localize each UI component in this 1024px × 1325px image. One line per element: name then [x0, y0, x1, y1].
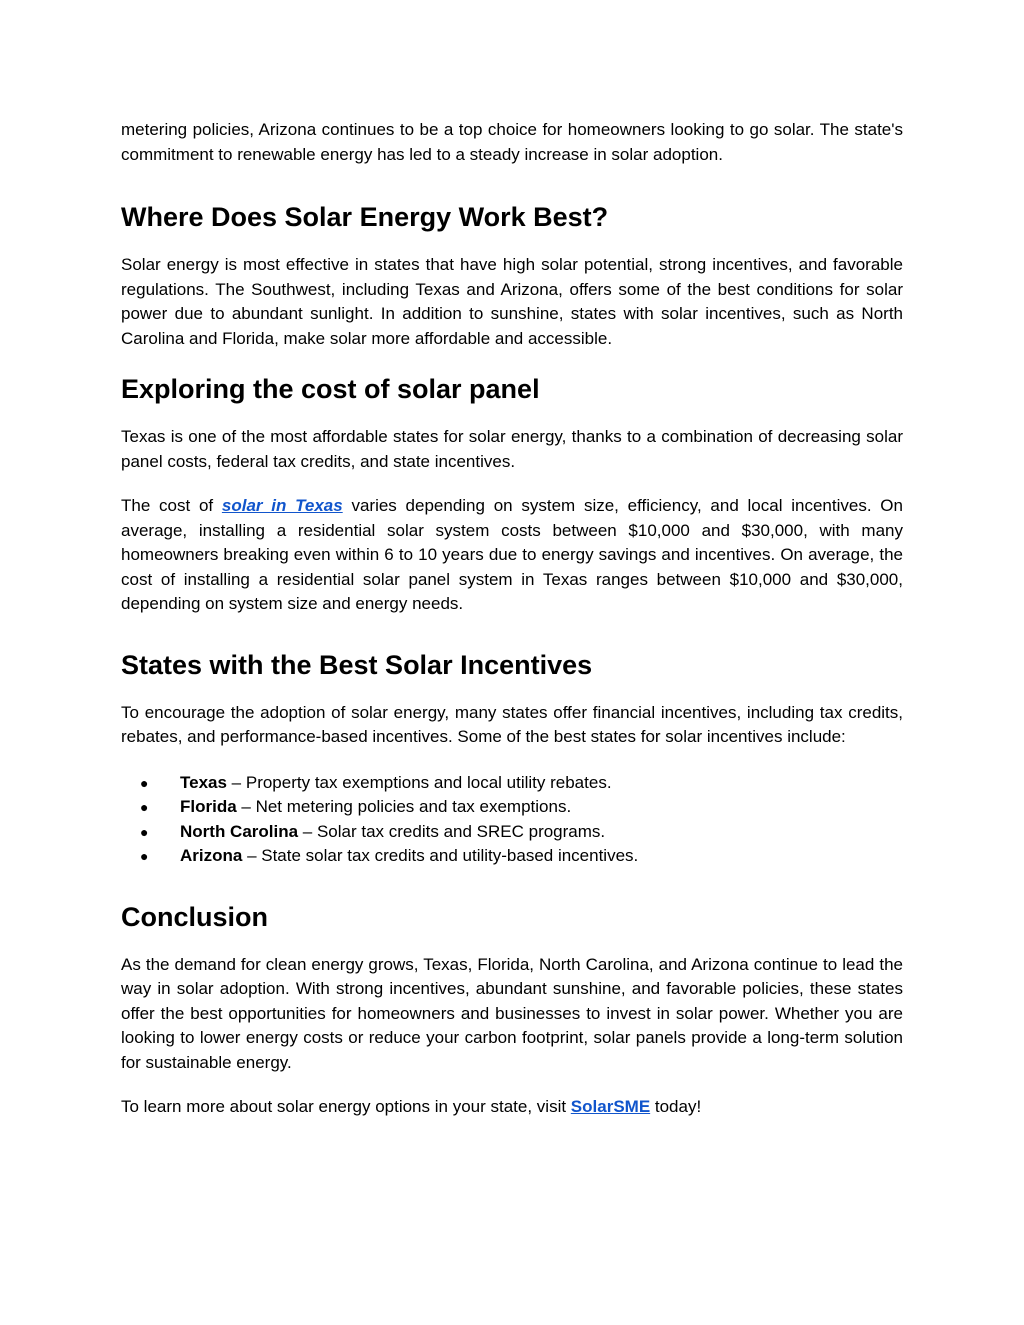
list-item-state: North Carolina: [180, 821, 299, 841]
bullet-icon: ●: [140, 774, 149, 791]
incentives-paragraph: To encourage the adoption of solar energy, many states offer financial incentives, including tax credits, rebates, and performance-based incentives. Some of the best states for solar incentives include:: [121, 702, 903, 746]
heading-cost-of-solar: Exploring the cost of solar panel: [121, 374, 540, 404]
cta-after: today!: [650, 1097, 702, 1116]
document-page: [121, 118, 903, 1120]
solar-in-texas-link[interactable]: solar in Texas: [221, 496, 343, 515]
bullet-icon: ●: [140, 799, 149, 815]
list-item-north-carolina: [121, 820, 903, 845]
cost-paragraph-1: Texas is one of the most affordable states for solar energy, thanks to a combination of decreasing solar panel costs, federal tax credits, and state incentives.: [121, 427, 903, 471]
list-item-florida: [121, 795, 903, 820]
incentives-list: [121, 771, 903, 869]
heading-where-solar-works-best: Where Does Solar Energy Work Best?: [121, 202, 609, 232]
where-paragraph: Solar energy is most effective in states that have high solar potential, strong incentives, and favorable regulations. The Southwest, including Texas and Arizona, offers some of the best conditions for solar power due to abundant sunlight. In addition to sunshine, states with solar incentives, such as North Carolina and Florida, make solar more affordable and accessible.: [121, 255, 903, 348]
list-item-detail: – State solar tax credits and utility-based incentives.: [242, 846, 639, 865]
intro-paragraph: metering policies, Arizona continues to be a top choice for homeowners looking to go solar. The state's commitment to renewable energy has led to a steady increase in solar adoption.: [121, 120, 903, 164]
list-item-detail: – Property tax exemptions and local utility rebates.: [226, 772, 612, 792]
cta-before: To learn more about solar energy options in your state, visit: [121, 1097, 571, 1116]
cost-paragraph-2-after: varies depending on system size, efficiency, and local incentives. On average, installing a residential solar system costs between $10,000 and $30,000, with many homeowners breaking even within 6 to 10 years due to energy savings and incentives. On average, the cost of installing a residential solar panel system in Texas ranges between $10,000 and $30,000, depending on system size and energy needs.: [121, 496, 903, 613]
conclusion-cta: [121, 1095, 903, 1120]
bullet-icon: ●: [140, 848, 149, 864]
list-item-arizona: [121, 844, 903, 869]
solarsme-link[interactable]: SolarSME: [570, 1097, 651, 1116]
list-item-detail: – Solar tax credits and SREC programs.: [298, 821, 606, 841]
heading-conclusion: Conclusion: [121, 901, 268, 932]
list-item-state: Florida: [180, 797, 237, 816]
cost-paragraph-2-before: The cost of: [121, 496, 222, 515]
list-item-state: Texas: [180, 772, 227, 792]
heading-best-solar-incentives: States with the Best Solar Incentives: [121, 649, 593, 680]
list-item-texas: [121, 771, 903, 796]
list-item-detail: – Net metering policies and tax exemptions.: [236, 797, 572, 816]
cost-paragraph-2: [121, 494, 903, 617]
bullet-icon: ●: [140, 823, 149, 840]
conclusion-paragraph: As the demand for clean energy grows, Texas, Florida, North Carolina, and Arizona continue to lead the way in solar adoption. With strong incentives, abundant sunshine, and favorable policies, these states offer the best opportunities for homeowners and businesses to invest in solar power. Whether you are looking to lower energy costs or reduce your carbon footprint, solar panels provide a long-term solution for sustainable energy.: [121, 954, 903, 1072]
list-item-state: Arizona: [180, 846, 243, 865]
